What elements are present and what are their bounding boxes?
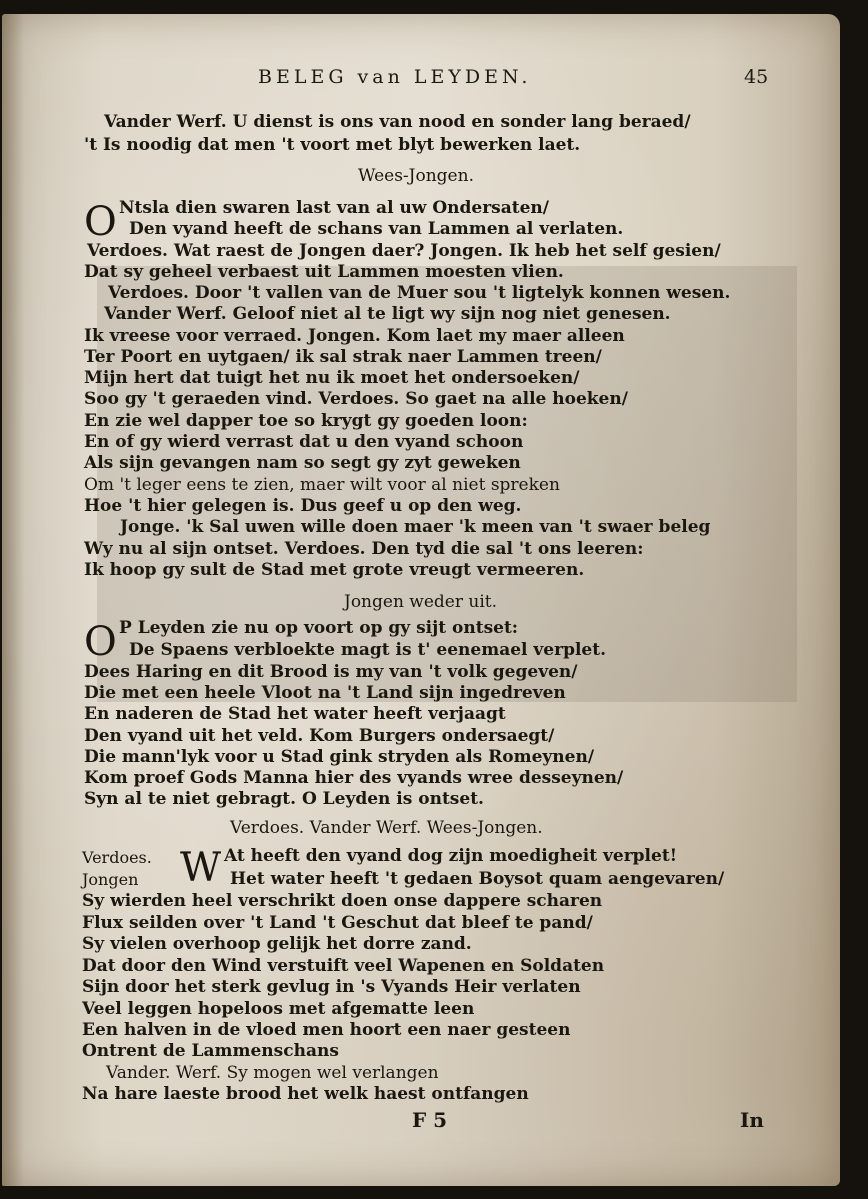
text-line: Dees Haring en dit Brood is my van 't volk gegeven/ xyxy=(84,662,578,682)
text-line: Vander Werf. Geloof niet al te ligt wy sijn nog niet genesen. xyxy=(104,304,671,324)
text-line: Ik hoop gy sult de Stad met grote vreugt vermeeren. xyxy=(84,560,585,580)
text-line: Ontrent de Lammenschans xyxy=(82,1041,339,1061)
text-line: Verdoes. Wat raest de Jongen daer? Jongen. Ik heb het self gesien/ xyxy=(87,241,721,261)
text-line: Dat sy geheel verbaest uit Lammen moesten vlien. xyxy=(84,262,564,282)
text-line: Den vyand heeft de schans van Lammen al verlaten. xyxy=(129,219,624,239)
running-title: BELEG van LEYDEN. xyxy=(258,66,532,88)
text-line: Veel leggen hopeloos met afgematte leen xyxy=(82,999,475,1019)
text-line: Die met een heele Vloot na 't Land sijn ingedreven xyxy=(84,683,566,703)
text-line: Hoe 't hier gelegen is. Dus geef u op den weg. xyxy=(84,496,522,516)
text-line: Het water heeft 't gedaen Boysot quam aengevaren/ xyxy=(230,869,725,889)
text-line: Ik vreese voor verraed. Jongen. Kom laet my maer alleen xyxy=(84,326,625,346)
text-line: Sy vielen overhoop gelijk het dorre zand. xyxy=(82,934,472,954)
section-heading: Verdoes. Vander Werf. Wees-Jongen. xyxy=(230,818,543,838)
page-number: 45 xyxy=(744,66,769,88)
text-line: Om 't leger eens te zien, maer wilt voor al niet spreken xyxy=(84,475,560,495)
text-line: De Spaens verbloekte magt is t' eenemael verplet. xyxy=(129,640,607,660)
text-line: Wy nu al sijn ontset. Verdoes. Den tyd die sal 't ons leeren: xyxy=(84,539,644,559)
page-spine-shadow xyxy=(2,14,24,1186)
text-line: Mijn hert dat tuigt het nu ik moet het ondersoeken/ xyxy=(84,368,580,388)
text-line: Soo gy 't geraeden vind. Verdoes. So gaet na alle hoeken/ xyxy=(84,389,628,409)
text-line: Ntsla dien swaren last van al uw Ondersaten/ xyxy=(119,198,550,218)
text-line: Een halven in de vloed men hoort een naer gesteen xyxy=(82,1020,571,1040)
signature-mark: F 5 xyxy=(412,1108,448,1132)
text-line: Vander. Werf. Sy mogen wel verlangen xyxy=(106,1063,439,1083)
text-line: Sijn door het sterk gevlug in 's Vyands Heir verlaten xyxy=(82,977,581,997)
text-line: Sy wierden heel verschrikt doen onse dappere scharen xyxy=(82,891,603,911)
text-line: Verdoes. Door 't vallen van de Muer sou 't ligtelyk konnen wesen. xyxy=(108,283,731,303)
text-line: Na hare laeste brood het welk haest ontfangen xyxy=(82,1084,529,1104)
text-line: Als sijn gevangen nam so segt gy zyt geweken xyxy=(84,453,521,473)
text-line: Flux seilden over 't Land 't Geschut dat bleef te pand/ xyxy=(82,913,593,933)
text-line: At heeft den vyand dog zijn moedigheit verplet! xyxy=(224,846,678,866)
section-heading: Wees-Jongen. xyxy=(358,166,474,186)
speaker-label: Jongen xyxy=(82,870,139,889)
text-line: Die mann'lyk voor u Stad gink stryden als Romeynen/ xyxy=(84,747,595,767)
text-line: Syn al te niet gebragt. O Leyden is ontset. xyxy=(84,789,484,809)
drop-cap: O xyxy=(84,199,117,245)
speaker-label: Verdoes. xyxy=(82,848,152,867)
drop-cap: W xyxy=(180,845,222,891)
text-line: Dat door den Wind verstuift veel Wapenen en Soldaten xyxy=(82,956,605,976)
text-line: Kom proef Gods Manna hier des vyands wree desseynen/ xyxy=(84,768,624,788)
section-heading: Jongen weder uit. xyxy=(344,592,497,612)
text-line: Den vyand uit het veld. Kom Burgers ondersaegt/ xyxy=(84,726,555,746)
text-line: En naderen de Stad het water heeft verjaagt xyxy=(84,704,506,724)
text-line: En of gy wierd verrast dat u den vyand schoon xyxy=(84,432,524,452)
text-line: Jonge. 'k Sal uwen wille doen maer 'k meen van 't swaer beleg xyxy=(120,517,711,537)
text-line: 't Is noodig dat men 't voort met blyt bewerken laet. xyxy=(84,135,581,155)
catchword: In xyxy=(740,1108,764,1132)
book-page xyxy=(2,14,840,1186)
drop-cap: O xyxy=(84,619,117,665)
text-line: Ter Poort en uytgaen/ ik sal strak naer Lammen treen/ xyxy=(84,347,602,367)
text-line: P Leyden zie nu op voort op gy sijt ontset: xyxy=(119,618,519,638)
text-line: Vander Werf. U dienst is ons van nood en sonder lang beraed/ xyxy=(104,112,691,132)
text-line: En zie wel dapper toe so krygt gy goeden loon: xyxy=(84,411,528,431)
